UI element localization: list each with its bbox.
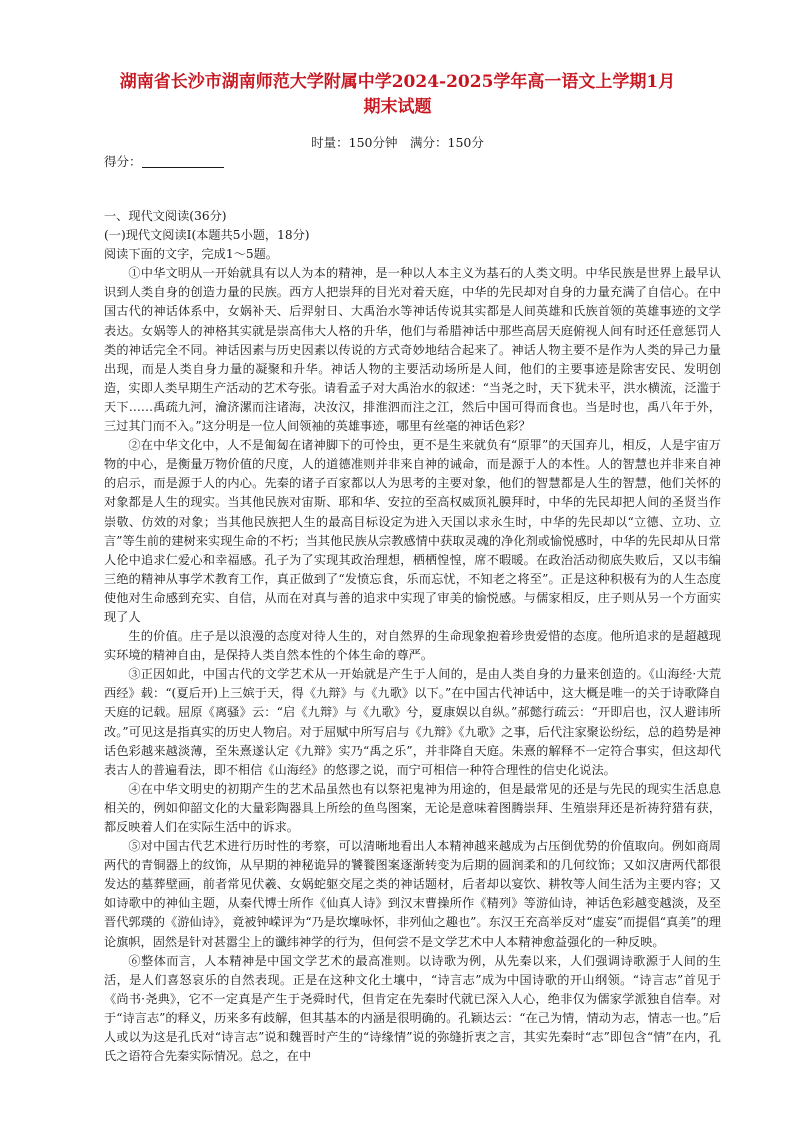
score-label: 得分： xyxy=(104,154,142,169)
passage-paragraph-1: ①中华文明从一开始就具有以人为本的精神，是一种以人本主义为基石的人类文明。中华民族是世界上最早认识到人类自身的创造力量的民族。西方人把崇拜的目光对着天庭，中华的先民却对自身的力量充满了自信心。在中国古代的神话体系中，女娲补天、后羿射日、大禹治水等神话传说其实都是人间英雄和氏族首领的英雄事迹的文学表达。女娲等人的神格其实就是崇高伟大人格的升华，他们与希腊神话中那些高居天庭俯视人间有时还任意惩罚人类的神话完全不同。神话因素与历史因素以传说的方式奇妙地结合起来了。神话人物主要不是作为人类的异己力量出现，而是人类自身力量的凝聚和升华。神话人物的主要活动场所是人间，他们的主要事迹是除害安民、发明创造，实即人类早期生产活动的艺术夸张。请看孟子对大禹治水的叙述：“当尧之时，天下犹未平，洪水横流，泛滥于天下……禹疏九河，瀹济漯而注诸海，决汝汉，排淮泗而注之江，然后中国可得而食也。当是时也，禹八年于外，三过其门而不入。”这分明是一位人间领袖的英雄事迹，哪里有丝毫的神话色彩？ xyxy=(104,266,721,434)
passage-paragraph-4: ④在中华文明史的初期产生的艺术品虽然也有以祭祀鬼神为用途的，但是最常见的还是与先民的现实生活息息相关的，例如仰韶文化的大量彩陶器具上所绘的鱼鸟图案，无论是意味着图腾崇拜、生殖崇拜还是祈祷狩猎有获，都反映着人们在实际生活中的诉求。 xyxy=(104,781,721,834)
passage-paragraph-2-continued: 生的价值。庄子是以浪漫的态度对待人生的，对自然界的生命现象抱着珍贵爱惜的态度。他所追求的是超越现实环境的精神自由，是保持人类自然本性的个体生命的尊严。 xyxy=(104,629,721,663)
reading-section xyxy=(104,207,721,1066)
exam-title-line-2: 期末试题 xyxy=(363,97,432,117)
reading-instruction: 阅读下面的文字，完成1～5题。 xyxy=(104,247,278,262)
exam-title-line-1: 湖南省长沙市湖南师范大学附属中学2024-2025学年高一语文上学期1月 xyxy=(119,72,676,92)
time-and-full-score: 时量：150分钟 满分：150分 xyxy=(311,135,484,150)
passage-paragraph-2: ②在中华文化中，人不是匍匐在诸神脚下的可怜虫，更不是生来就负有“原罪”的天国弃儿，相反，人是宇宙万物的中心，是衡量万物价值的尺度，人的道德准则并非来自神的诫命，而是源于人的本性。人的智慧也并非来自神的启示，而是源于人的内心。先秦的诸子百家都以人为思考的主要对象，他们的智慧都是人生的智慧，他们关怀的对象都是人生的现实。当其他民族对宙斯、耶和华、安拉的至高权威顶礼膜拜时，中华的先民却把人间的圣贤当作崇敬、仿效的对象；当其他民族把人生的最高目标设定为进入天国以求永生时，中华的先民却以“立德、立功、立言”等生前的建树来实现生命的不朽；当其他民族从宗教感情中获取灵魂的净化剂或愉悦感时，中华的先民却从日常人伦中追求仁爱心和幸福感。孔子为了实现其政治理想，栖栖惶惶，席不暇暖。在政治活动彻底失败后，又以韦编三绝的精神从事学术教育工作，真正做到了“发愤忘食，乐而忘忧，不知老之将至”。正是这种积极有为的人生态度使他对生命感到充实、自信，从而在对真与善的追求中实现了审美的愉悦感。与儒家相反，庄子则从另一个方面实现了人 xyxy=(104,438,721,624)
section-subheading: (一)现代文阅读Ⅰ(本题共5小题，18分) xyxy=(104,228,310,243)
section-heading: 一、现代文阅读(36分) xyxy=(104,209,227,223)
score-blank-line xyxy=(142,153,224,168)
score-field xyxy=(104,152,224,172)
passage-paragraph-3: ③正因如此，中国古代的文学艺术从一开始就是产生于人间的，是由人类自身的力量来创造的。《山海经·大荒西经》载：“(夏后开)上三嫔于天，得《九辩》与《九歌》以下。”在中国古代神话中，这大概是唯一的关于诗歌降自天庭的记载。屈原《离骚》云：“启《九辩》与《九歌》兮，夏康娱以自纵。”郝懿行疏云：“开即启也，汉人避讳所改。”可见这是指真实的历史人物启。对于屈赋中所写启与《九辩》《九歌》之事，后代注家聚讼纷纭，总的趋势是神话色彩越来越淡薄，至朱熹遂认定《九辩》实乃“禹之乐”，并非降自天庭。朱熹的解释不一定符合事实，但这却代表古人的普遍看法，即不相信《山海经》的悠谬之说，而宁可相信一种符合理性的信史化说法。 xyxy=(104,667,721,777)
passage-paragraph-5: ⑤对中国古代艺术进行历时性的考察，可以清晰地看出人本精神越来越成为占压倒优势的价值取向。例如商周两代的青铜器上的纹饰，从早期的神秘诡异的饕餮图案逐渐转变为后期的圆润柔和的几何纹饰；又如汉唐两代都很发达的墓葬壁画，前者常见伏羲、女娲蛇躯交尾之类的神话题材，后者却以宴饮、耕牧等人间生活为主要内容；又如诗歌中的神仙主题，从秦代博士所作《仙真人诗》到汉末曹操所作《精列》等游仙诗，神话色彩越变越淡，及至晋代郭璞的《游仙诗》，竟被钟嵘评为“乃是坎壈咏怀，非列仙之趣也”。东汉王充高举反对“虚妄”而提倡“真美”的理论旗帜，固然是针对甚嚣尘上的谶纬神学的行为，但何尝不是文学艺术中人本精神愈益强化的一种反映。 xyxy=(104,839,721,949)
passage-paragraph-6: ⑥整体而言，人本精神是中国文学艺术的最高准则。以诗歌为例，从先秦以来，人们强调诗歌源于人间的生活，是人们喜怒哀乐的自然表现。正是在这种文化土壤中，“诗言志”成为中国诗歌的开山纲领。“诗言志”首见于《尚书·尧典》，它不一定真是产生于尧舜时代，但肯定在先秦时代就已深入人心，绝非仅为儒家学派独自信奉。对于“诗言志”的释义，历来多有歧解，但其基本的内涵是很明确的。孔颖达云：“在己为情，情动为志，情志一也。”后人或以为这是孔氏对“诗言志”说和魏晋时产生的“诗缘情”说的弥缝折衷之言，其实先秦时“志”即包含“情”在内，孔氏之语符合先秦实际情况。总之，在中 xyxy=(104,953,721,1064)
